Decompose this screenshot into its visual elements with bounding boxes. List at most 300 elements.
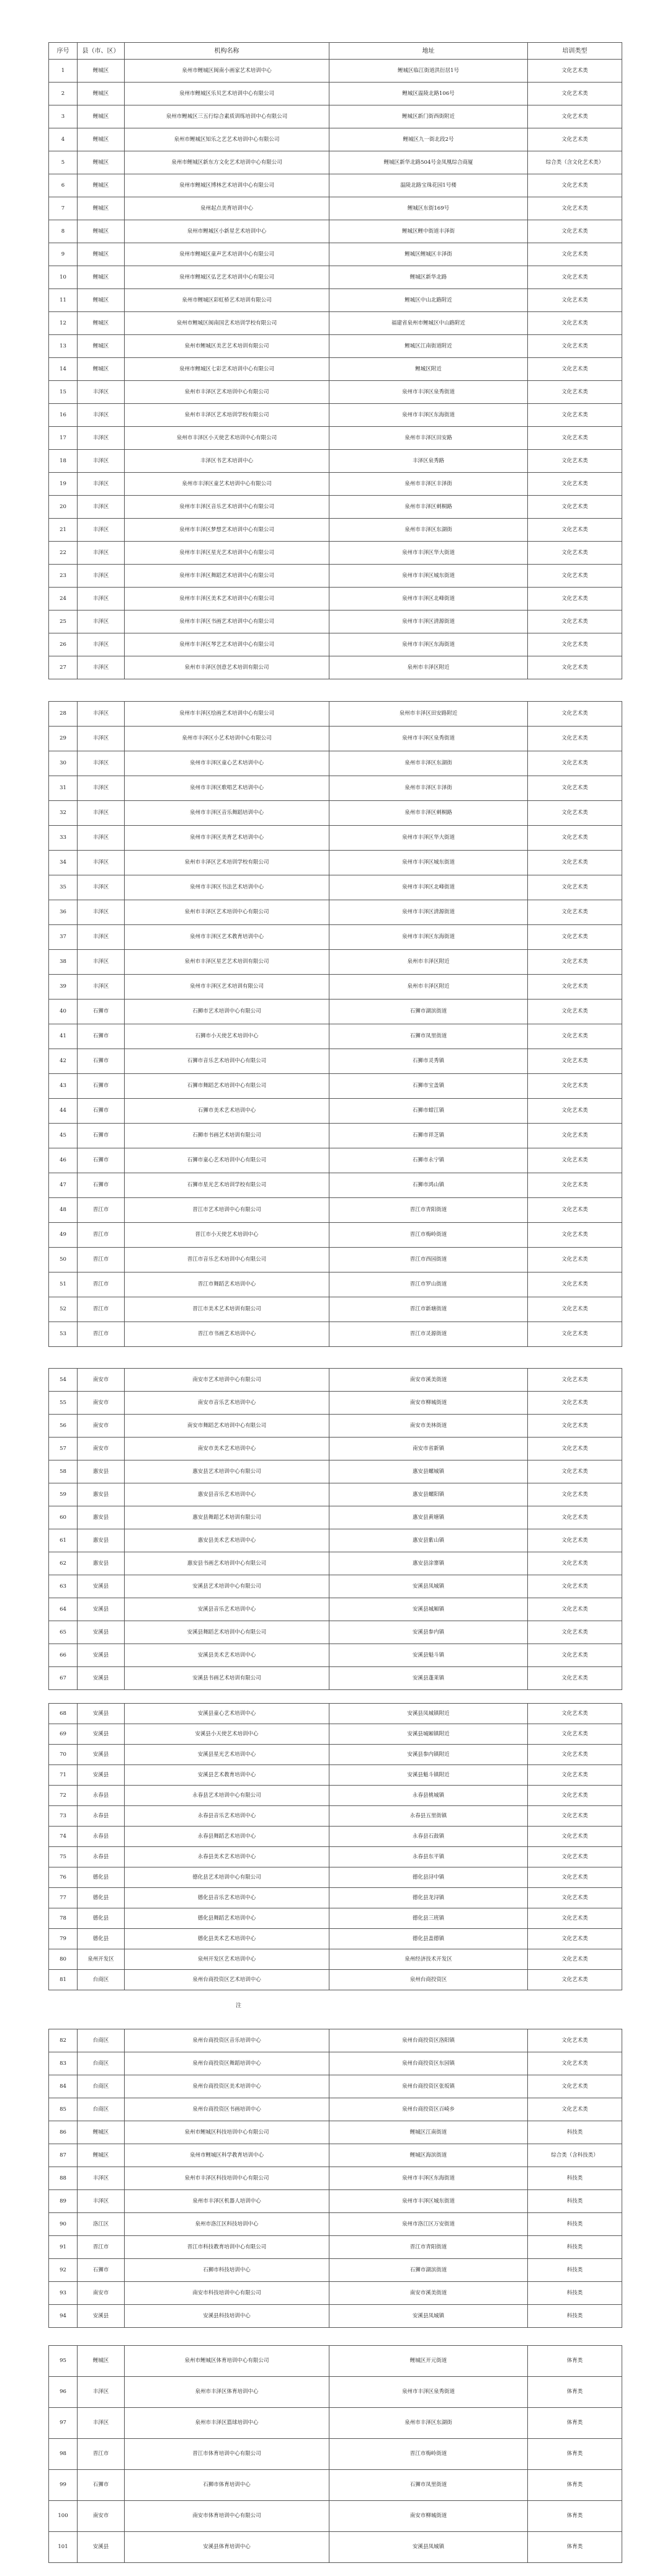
table-row xyxy=(49,1644,622,1667)
table-row xyxy=(49,2346,622,2377)
cell-district: 晋江市 xyxy=(78,1248,125,1272)
table-row xyxy=(49,2121,622,2144)
cell-address: 石狮市湖滨街道 xyxy=(329,1000,528,1024)
cell-seq: 37 xyxy=(49,925,78,950)
cell-district: 鲤城区 xyxy=(78,220,125,243)
cell-district: 鲤城区 xyxy=(78,174,125,197)
table-row xyxy=(49,1827,622,1847)
cell-org-name: 晋江市科技教育培训中心有限公司 xyxy=(125,2236,329,2259)
cell-training-type: 文化艺术类 xyxy=(528,1552,622,1575)
cell-org-name: 南安市科技培训中心有限公司 xyxy=(125,2282,329,2305)
cell-training-type: 文化艺术类 xyxy=(528,473,622,496)
cell-org-name: 泉州市鲤城区闽南国艺术培训学校有限公司 xyxy=(125,312,329,335)
table-row xyxy=(49,565,622,588)
cell-training-type: 文化艺术类 xyxy=(528,950,622,975)
cell-seq: 17 xyxy=(49,427,78,450)
cell-district: 鲤城区 xyxy=(78,289,125,312)
cell-address: 晋江市灵源街道 xyxy=(329,1322,528,1347)
cell-org-name: 石狮市音乐艺术培训中心有限公司 xyxy=(125,1049,329,1074)
cell-seq: 3 xyxy=(49,105,78,128)
cell-seq: 45 xyxy=(49,1124,78,1148)
cell-training-type: 文化艺术类 xyxy=(528,1506,622,1529)
cell-org-name: 安溪县美术艺术培训中心 xyxy=(125,1644,329,1667)
cell-training-type: 文化艺术类 xyxy=(528,197,622,220)
cell-address: 泉州市丰泽区丰泽街 xyxy=(329,776,528,801)
table-row xyxy=(49,427,622,450)
cell-training-type: 文化艺术类 xyxy=(528,826,622,851)
cell-seq: 87 xyxy=(49,2144,78,2167)
cell-org-name: 安溪县科技培训中心 xyxy=(125,2305,329,2328)
cell-district: 安溪县 xyxy=(78,1765,125,1786)
cell-seq: 48 xyxy=(49,1198,78,1223)
cell-training-type: 文化艺术类 xyxy=(528,702,622,727)
cell-seq: 2 xyxy=(49,83,78,105)
cell-district: 南安市 xyxy=(78,1415,125,1438)
cell-org-name: 泉州市丰泽区艺术培训有限公司 xyxy=(125,975,329,1000)
cell-org-name: 泉州市丰泽区书画艺术培训中心有限公司 xyxy=(125,610,329,633)
cell-training-type: 文化艺术类 xyxy=(528,404,622,427)
cell-org-name: 泉州市鲤城区科技培训中心有限公司 xyxy=(125,2121,329,2144)
cell-district: 丰泽区 xyxy=(78,496,125,519)
table-row xyxy=(49,2075,622,2098)
table-row xyxy=(49,174,622,197)
cell-org-name: 泉州台商投资区美术培训中心 xyxy=(125,2075,329,2098)
table-row xyxy=(49,1529,622,1552)
cell-district: 丰泽区 xyxy=(78,975,125,1000)
cell-org-name: 石狮市体育培训中心 xyxy=(125,2470,329,2501)
cell-training-type: 文化艺术类 xyxy=(528,1806,622,1827)
cell-seq: 77 xyxy=(49,1888,78,1908)
table-row xyxy=(49,1392,622,1415)
cell-seq: 57 xyxy=(49,1438,78,1460)
cell-org-name: 德化县艺术培训中心有限公司 xyxy=(125,1867,329,1888)
cell-org-name: 泉州市丰泽区创意艺术培训有限公司 xyxy=(125,656,329,679)
cell-seq: 100 xyxy=(49,2501,78,2532)
table-row xyxy=(49,312,622,335)
cell-district: 南安市 xyxy=(78,1392,125,1415)
cell-training-type: 文化艺术类 xyxy=(528,1621,622,1644)
cell-org-name: 泉州市鲤城区知乐之艺艺术培训中心有限公司 xyxy=(125,128,329,151)
cell-org-name: 石狮市科技培训中心 xyxy=(125,2259,329,2282)
cell-seq: 69 xyxy=(49,1724,78,1745)
cell-org-name: 泉州市鲤城区小新星艺术培训中心 xyxy=(125,220,329,243)
cell-seq: 99 xyxy=(49,2470,78,2501)
table-row xyxy=(49,2282,622,2305)
cell-org-name: 南安市音乐艺术培训中心 xyxy=(125,1392,329,1415)
cell-seq: 61 xyxy=(49,1529,78,1552)
table-header-row xyxy=(49,43,622,60)
cell-address: 丰泽区泉秀路 xyxy=(329,450,528,473)
cell-district: 晋江市 xyxy=(78,1223,125,1248)
cell-address: 晋江市青阳街道 xyxy=(329,1198,528,1223)
cell-district: 石狮市 xyxy=(78,1099,125,1124)
cell-seq: 16 xyxy=(49,404,78,427)
cell-training-type: 综合类（含科技类） xyxy=(528,2144,622,2167)
header-org-name: 机构名称 xyxy=(125,43,329,60)
cell-training-type: 文化艺术类 xyxy=(528,496,622,519)
cell-org-name: 泉州市丰泽区小天使艺术培训中心有限公司 xyxy=(125,427,329,450)
cell-district: 丰泽区 xyxy=(78,751,125,776)
cell-training-type: 体育类 xyxy=(528,2346,622,2377)
cell-seq: 73 xyxy=(49,1806,78,1827)
cell-district: 晋江市 xyxy=(78,1198,125,1223)
cell-district: 丰泽区 xyxy=(78,727,125,751)
cell-org-name: 石狮市书画艺术培训有限公司 xyxy=(125,1124,329,1148)
cell-org-name: 泉州市丰泽区艺术培训中心有限公司 xyxy=(125,900,329,925)
table-row xyxy=(49,1148,622,1173)
cell-org-name: 泉州市洛江区科技培训中心 xyxy=(125,2213,329,2236)
cell-training-type: 文化艺术类 xyxy=(528,450,622,473)
cell-address: 永春县桃城镇 xyxy=(329,1786,528,1806)
cell-training-type: 文化艺术类 xyxy=(528,1970,622,1990)
cell-district: 丰泽区 xyxy=(78,381,125,404)
cell-seq: 91 xyxy=(49,2236,78,2259)
cell-district: 安溪县 xyxy=(78,1621,125,1644)
cell-district: 德化县 xyxy=(78,1908,125,1929)
cell-org-name: 泉州台商投资区书画培训中心 xyxy=(125,2098,329,2121)
cell-seq: 26 xyxy=(49,633,78,656)
header-training-type: 培训类型 xyxy=(528,43,622,60)
cell-training-type: 文化艺术类 xyxy=(528,1148,622,1173)
cell-training-type: 文化艺术类 xyxy=(528,1704,622,1724)
table-row xyxy=(49,1575,622,1598)
cell-address: 石狮市鸿山镇 xyxy=(329,1173,528,1198)
cell-district: 丰泽区 xyxy=(78,826,125,851)
cell-seq: 96 xyxy=(49,2377,78,2408)
cell-org-name: 泉州市丰泽区琴艺艺术培训中心有限公司 xyxy=(125,633,329,656)
cell-seq: 29 xyxy=(49,727,78,751)
table-page-3 xyxy=(48,1368,622,1690)
cell-training-type: 文化艺术类 xyxy=(528,1575,622,1598)
cell-org-name: 南安市舞蹈艺术培训中心有限公司 xyxy=(125,1415,329,1438)
table-row xyxy=(49,1272,622,1297)
cell-address: 鲤城区新华北路504号金凤凰综合商厦 xyxy=(329,151,528,174)
cell-district: 台商区 xyxy=(78,1970,125,1990)
cell-district: 石狮市 xyxy=(78,1000,125,1024)
cell-address: 鲤城区海滨街道 xyxy=(329,2144,528,2167)
cell-address: 德化县三班镇 xyxy=(329,1908,528,1929)
cell-seq: 93 xyxy=(49,2282,78,2305)
table-row xyxy=(49,1949,622,1970)
cell-address: 永春县五里街镇 xyxy=(329,1806,528,1827)
cell-seq: 11 xyxy=(49,289,78,312)
table-row xyxy=(49,404,622,427)
cell-seq: 67 xyxy=(49,1667,78,1690)
cell-org-name: 石狮市美术艺术培训中心 xyxy=(125,1099,329,1124)
cell-seq: 95 xyxy=(49,2346,78,2377)
cell-seq: 21 xyxy=(49,519,78,542)
cell-address: 鲤城区鲤中街道丰泽街 xyxy=(329,220,528,243)
cell-training-type: 文化艺术类 xyxy=(528,1908,622,1929)
cell-district: 丰泽区 xyxy=(78,875,125,900)
cell-seq: 78 xyxy=(49,1908,78,1929)
cell-training-type: 文化艺术类 xyxy=(528,1297,622,1322)
cell-address: 惠安县紫山镇 xyxy=(329,1529,528,1552)
cell-org-name: 晋江市舞蹈艺术培训中心 xyxy=(125,1272,329,1297)
table-row xyxy=(49,220,622,243)
cell-org-name: 安溪县小天使艺术培训中心 xyxy=(125,1724,329,1745)
cell-address: 晋江市西园街道 xyxy=(329,1248,528,1272)
cell-training-type: 文化艺术类 xyxy=(528,2098,622,2121)
cell-district: 南安市 xyxy=(78,2501,125,2532)
cell-org-name: 泉州市鲤城区弘艺艺术培训中心有限公司 xyxy=(125,266,329,289)
cell-training-type: 文化艺术类 xyxy=(528,727,622,751)
cell-seq: 15 xyxy=(49,381,78,404)
table-page-6 xyxy=(48,2345,622,2563)
cell-seq: 4 xyxy=(49,128,78,151)
table-row xyxy=(49,289,622,312)
cell-address: 鲤城区鲤城区丰泽街 xyxy=(329,243,528,266)
cell-district: 南安市 xyxy=(78,2282,125,2305)
cell-address: 泉州市丰泽区东海街道 xyxy=(329,925,528,950)
cell-org-name: 泉州市丰泽区童艺术培训中心有限公司 xyxy=(125,473,329,496)
table-row xyxy=(49,358,622,381)
cell-org-name: 南安市体育培训中心有限公司 xyxy=(125,2501,329,2532)
table-row xyxy=(49,2167,622,2190)
cell-district: 丰泽区 xyxy=(78,950,125,975)
cell-district: 南安市 xyxy=(78,1438,125,1460)
cell-org-name: 泉州市丰泽区篮球培训中心 xyxy=(125,2408,329,2439)
table-row xyxy=(49,950,622,975)
cell-training-type: 文化艺术类 xyxy=(528,312,622,335)
table-row xyxy=(49,1297,622,1322)
cell-seq: 76 xyxy=(49,1867,78,1888)
cell-seq: 43 xyxy=(49,1074,78,1099)
cell-seq: 40 xyxy=(49,1000,78,1024)
cell-seq: 89 xyxy=(49,2190,78,2213)
table-row xyxy=(49,1223,622,1248)
cell-address: 永春县石鼓镇 xyxy=(329,1827,528,1847)
cell-district: 丰泽区 xyxy=(78,2167,125,2190)
cell-org-name: 惠安县音乐艺术培训中心 xyxy=(125,1483,329,1506)
table-row xyxy=(49,1415,622,1438)
table-row xyxy=(49,1074,622,1099)
cell-district: 惠安县 xyxy=(78,1460,125,1483)
cell-org-name: 泉州市鲤城区闽南小画家艺术培训中心 xyxy=(125,60,329,83)
cell-address: 泉州市丰泽区泉秀街道 xyxy=(329,381,528,404)
cell-address: 石狮市凤里街道 xyxy=(329,1024,528,1049)
cell-seq: 36 xyxy=(49,900,78,925)
cell-district: 惠安县 xyxy=(78,1483,125,1506)
cell-address: 泉州市丰泽区刺桐路 xyxy=(329,801,528,826)
cell-seq: 35 xyxy=(49,875,78,900)
table-row xyxy=(49,1765,622,1786)
cell-training-type: 文化艺术类 xyxy=(528,1322,622,1347)
table-row xyxy=(49,243,622,266)
cell-address: 泉州市丰泽区附近 xyxy=(329,950,528,975)
table-row xyxy=(49,60,622,83)
cell-org-name: 泉州市鲤城区新东方文化艺术培训中心有限公司 xyxy=(125,151,329,174)
cell-address: 安溪县凤城镇 xyxy=(329,2532,528,2563)
cell-org-name: 泉州台商投资区音乐培训中心 xyxy=(125,2029,329,2052)
cell-address: 泉州市丰泽区城东街道 xyxy=(329,565,528,588)
table-row xyxy=(49,1745,622,1765)
cell-address: 安溪县凤城镇 xyxy=(329,2305,528,2328)
cell-district: 丰泽区 xyxy=(78,702,125,727)
cell-district: 晋江市 xyxy=(78,1297,125,1322)
cell-org-name: 安溪县舞蹈艺术培训中心有限公司 xyxy=(125,1621,329,1644)
cell-district: 丰泽区 xyxy=(78,565,125,588)
cell-address: 晋江市罗山街道 xyxy=(329,1272,528,1297)
table-row xyxy=(49,335,622,358)
cell-address: 石狮市祥芝镇 xyxy=(329,1124,528,1148)
cell-address: 石狮市灵秀镇 xyxy=(329,1049,528,1074)
cell-org-name: 惠安县艺术培训中心有限公司 xyxy=(125,1460,329,1483)
cell-seq: 8 xyxy=(49,220,78,243)
cell-district: 丰泽区 xyxy=(78,519,125,542)
cell-district: 台商区 xyxy=(78,2029,125,2052)
cell-address: 泉州台商投资区洛阳镇 xyxy=(329,2029,528,2052)
cell-address: 泉州市丰泽区城东街道 xyxy=(329,851,528,875)
cell-org-name: 泉州市丰泽区梦想艺术培训中心有限公司 xyxy=(125,519,329,542)
cell-district: 鲤城区 xyxy=(78,2121,125,2144)
cell-address: 惠安县黄塘镇 xyxy=(329,1506,528,1529)
cell-seq: 28 xyxy=(49,702,78,727)
cell-org-name: 惠安县美术艺术培训中心 xyxy=(125,1529,329,1552)
cell-training-type: 文化艺术类 xyxy=(528,105,622,128)
table-row xyxy=(49,496,622,519)
cell-seq: 39 xyxy=(49,975,78,1000)
cell-seq: 18 xyxy=(49,450,78,473)
cell-address: 安溪县凤城镇 xyxy=(329,1575,528,1598)
cell-address: 石狮市永宁镇 xyxy=(329,1148,528,1173)
cell-org-name: 安溪县星光艺术培训中心 xyxy=(125,1745,329,1765)
table-row xyxy=(49,1000,622,1024)
cell-org-name: 泉州开发区艺术培训中心 xyxy=(125,1949,329,1970)
cell-district: 鲤城区 xyxy=(78,312,125,335)
cell-training-type: 文化艺术类 xyxy=(528,1888,622,1908)
cell-district: 石狮市 xyxy=(78,1024,125,1049)
cell-training-type: 文化艺术类 xyxy=(528,1949,622,1970)
cell-seq: 46 xyxy=(49,1148,78,1173)
cell-seq: 80 xyxy=(49,1949,78,1970)
cell-district: 石狮市 xyxy=(78,1173,125,1198)
cell-org-name: 泉州市鲤城区七彩艺术培训中心有限公司 xyxy=(125,358,329,381)
cell-address: 晋江市梅岭街道 xyxy=(329,2439,528,2470)
cell-address: 南安市省新镇 xyxy=(329,1438,528,1460)
cell-org-name: 石狮市星光艺术培训学校有限公司 xyxy=(125,1173,329,1198)
cell-org-name: 泉州市鲤城区三五行综合素质训练培训中心有限公司 xyxy=(125,105,329,128)
table-row xyxy=(49,1124,622,1148)
cell-training-type: 文化艺术类 xyxy=(528,128,622,151)
cell-district: 安溪县 xyxy=(78,1598,125,1621)
cell-org-name: 泉州市丰泽区机器人培训中心 xyxy=(125,2190,329,2213)
cell-training-type: 文化艺术类 xyxy=(528,220,622,243)
cell-org-name: 泉州市丰泽区童心艺术培训中心 xyxy=(125,751,329,776)
cell-address: 鲤城区新华北路 xyxy=(329,266,528,289)
cell-training-type: 科技类 xyxy=(528,2190,622,2213)
cell-district: 丰泽区 xyxy=(78,801,125,826)
cell-org-name: 安溪县艺术教育培训中心 xyxy=(125,1765,329,1786)
cell-training-type: 文化艺术类 xyxy=(528,776,622,801)
cell-training-type: 体育类 xyxy=(528,2439,622,2470)
cell-district: 丰泽区 xyxy=(78,2377,125,2408)
cell-seq: 5 xyxy=(49,151,78,174)
table-row xyxy=(49,1929,622,1949)
cell-district: 安溪县 xyxy=(78,1644,125,1667)
cell-district: 晋江市 xyxy=(78,1322,125,1347)
cell-address: 温陵北路宝珠花园1号楼 xyxy=(329,174,528,197)
cell-training-type: 文化艺术类 xyxy=(528,1786,622,1806)
cell-seq: 97 xyxy=(49,2408,78,2439)
table-row xyxy=(49,1724,622,1745)
cell-training-type: 文化艺术类 xyxy=(528,565,622,588)
cell-district: 鲤城区 xyxy=(78,266,125,289)
cell-district: 石狮市 xyxy=(78,2470,125,2501)
cell-org-name: 泉州市丰泽区音乐艺术培训中心有限公司 xyxy=(125,496,329,519)
cell-seq: 22 xyxy=(49,542,78,565)
cell-address: 石狮市湖滨街道 xyxy=(329,2259,528,2282)
table-row xyxy=(49,128,622,151)
cell-address: 泉州市丰泽区清源街道 xyxy=(329,610,528,633)
cell-seq: 23 xyxy=(49,565,78,588)
cell-org-name: 晋江市音乐艺术培训中心有限公司 xyxy=(125,1248,329,1272)
cell-training-type: 文化艺术类 xyxy=(528,975,622,1000)
cell-seq: 7 xyxy=(49,197,78,220)
cell-district: 安溪县 xyxy=(78,2305,125,2328)
table-row xyxy=(49,519,622,542)
table-row xyxy=(49,610,622,633)
table-row xyxy=(49,1369,622,1392)
cell-org-name: 泉州台商投资区舞蹈培训中心 xyxy=(125,2052,329,2075)
cell-district: 惠安县 xyxy=(78,1552,125,1575)
table-page-4 xyxy=(48,1703,622,1990)
cell-org-name: 泉州市丰泽区小艺术培训中心有限公司 xyxy=(125,727,329,751)
cell-address: 惠安县螺城镇 xyxy=(329,1460,528,1483)
cell-district: 安溪县 xyxy=(78,1667,125,1690)
cell-org-name: 泉州市丰泽区星艺艺术培训有限公司 xyxy=(125,950,329,975)
table-row xyxy=(49,450,622,473)
cell-district: 德化县 xyxy=(78,1929,125,1949)
cell-seq: 58 xyxy=(49,1460,78,1483)
cell-address: 鲤城区江南街道附近 xyxy=(329,335,528,358)
cell-training-type: 文化艺术类 xyxy=(528,1074,622,1099)
cell-address: 泉州市丰泽区东湖街 xyxy=(329,2408,528,2439)
cell-district: 丰泽区 xyxy=(78,776,125,801)
cell-training-type: 科技类 xyxy=(528,2259,622,2282)
cell-district: 德化县 xyxy=(78,1888,125,1908)
cell-training-type: 文化艺术类 xyxy=(528,1124,622,1148)
cell-address: 泉州市丰泽区东海街道 xyxy=(329,633,528,656)
cell-address: 泉州市丰泽区附近 xyxy=(329,656,528,679)
cell-training-type: 体育类 xyxy=(528,2408,622,2439)
cell-training-type: 文化艺术类 xyxy=(528,1272,622,1297)
cell-district: 丰泽区 xyxy=(78,2190,125,2213)
cell-district: 洛江区 xyxy=(78,2213,125,2236)
cell-training-type: 文化艺术类 xyxy=(528,1867,622,1888)
cell-district: 丰泽区 xyxy=(78,2408,125,2439)
cell-address: 泉州台商投资区 xyxy=(329,1970,528,1990)
cell-training-type: 文化艺术类 xyxy=(528,1173,622,1198)
cell-seq: 20 xyxy=(49,496,78,519)
cell-seq: 60 xyxy=(49,1506,78,1529)
cell-seq: 6 xyxy=(49,174,78,197)
table-row xyxy=(49,2532,622,2563)
cell-seq: 50 xyxy=(49,1248,78,1272)
cell-org-name: 安溪县书画艺术培训有限公司 xyxy=(125,1667,329,1690)
cell-training-type: 文化艺术类 xyxy=(528,1000,622,1024)
cell-seq: 14 xyxy=(49,358,78,381)
table-row xyxy=(49,1460,622,1483)
cell-training-type: 文化艺术类 xyxy=(528,656,622,679)
table-row xyxy=(49,656,622,679)
cell-district: 南安市 xyxy=(78,1369,125,1392)
cell-training-type: 文化艺术类 xyxy=(528,751,622,776)
table-row xyxy=(49,1704,622,1724)
cell-address: 南安市柳城街道 xyxy=(329,1392,528,1415)
cell-training-type: 文化艺术类 xyxy=(528,1483,622,1506)
cell-address: 泉州市丰泽区北峰街道 xyxy=(329,588,528,610)
